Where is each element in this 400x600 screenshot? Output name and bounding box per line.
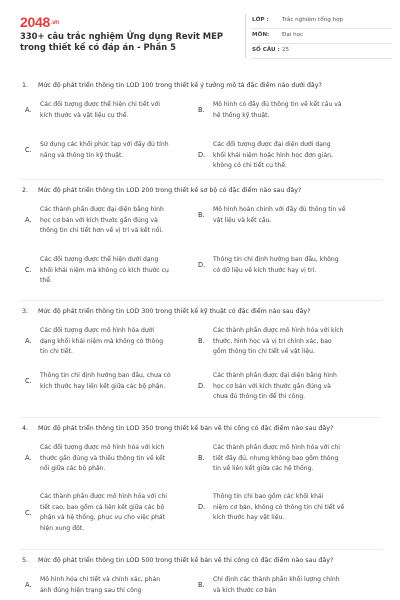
option-text [40,492,200,534]
option-text-line: năng và thông tin kỹ thuật. [40,151,124,159]
option-text-line: Thông tin chỉ định hướng ban đầu, không [213,256,339,263]
option-letter: C. [25,508,32,517]
logo-tld: .vn [50,20,59,27]
question-prompt: Mức độ phát triển thông tin LOD 100 trong thiết kế ý tưởng mô tả đặc điểm nào dưới đây? [38,82,322,89]
option-text [213,255,373,276]
option-text-line: có dữ liệu về kích thước hay vị trí. [213,266,317,274]
option-text [213,205,373,226]
option-text [40,140,200,161]
option-text [40,326,200,358]
question-divider [20,417,382,418]
option-text [213,100,373,121]
option-letter: D. [198,261,206,269]
header-divider [245,14,246,58]
option-letter: B. [198,106,205,114]
option-text-line: Các đối tượng được mô hình hóa dưới [40,327,155,334]
option-text-line: tiết đầy đủ, nhưng không bao gồm thông [213,454,339,462]
option-text-line: Các thành phần được đại diện bằng hình [40,206,164,213]
option-text [40,575,200,596]
option-text-line: kích thước hay vật liệu. [213,514,285,521]
question-prompt: Mức độ phát triển thông tin LOD 500 trong thiết kế bản vẽ thi công có đặc điểm nào sau đây? [38,557,334,564]
option-text-line: Các thành phần được mô hình hóa với chi [40,493,167,500]
option-text-line: niệm cơ bản, không có thông tin chi tiết về [213,503,345,511]
option-letter: B. [198,454,205,463]
question-divider [20,549,382,550]
option-letter: D. [198,503,206,512]
option-text [213,326,373,358]
question-number: 2. [22,187,29,194]
meta-value: Trắc nghiệm tổng hợp [282,17,344,23]
option-text-line: học cơ bản với kích thước gần đúng và [213,382,331,390]
option-letter: C. [25,266,32,275]
meta-value: Đại học [282,32,304,38]
document-title: 330+ câu trắc nghiệm Ứng dụng Revit MEP trong thiết kế có đáp án - Phần 5 [20,31,223,52]
option-text [213,371,373,403]
question-number: 1. [22,82,29,89]
question-text [22,187,382,194]
meta-value: 25 [282,47,290,53]
meta-row-count [252,44,392,59]
option-letter: A. [25,216,32,225]
option-text-line: dạng khối khái niệm mà không có thông [40,337,164,345]
option-letter: B. [198,581,205,589]
option-letter: C. [25,377,32,385]
option-text-line: hiện xung đột. [40,524,85,532]
option-text-line: nối giữa các bộ phận. [40,465,106,472]
option-text-line: Mô hình hóa chi tiết và chính xác, phản [40,576,161,583]
option-letter: A. [25,337,32,346]
option-text-line: Các thành phần được mô hình hóa với kích [213,327,344,334]
option-text-line: Chỉ định các thành phần khối lượng chính [213,576,340,583]
option-text-line: kích thước hay liên kết giữa các bộ phận. [40,382,166,390]
option-text [213,140,373,172]
meta-row-subject [252,29,392,44]
question-prompt: Mức độ phát triển thông tin LOD 200 trong thiết kế sơ bộ có đặc điểm nào sau đây? [38,187,302,194]
option-letter: D. [198,382,206,391]
option-text-line: tin chi tiết. [40,348,73,355]
question-prompt: Mức độ phát triển thông tin LOD 300 trong thiết kế kỹ thuật có đặc điểm nào sau đây? [38,308,311,315]
question-text [22,82,382,89]
option-text-line: khối khái niệm mà không có kích thước cụ [40,266,169,274]
meta-label: SỐ CÂU : [252,47,280,53]
option-text-line: gồm thông tin chi tiết về vật liệu. [213,348,315,355]
question-text [22,557,382,564]
option-letter: C. [25,146,32,154]
option-text-line: ánh đúng hiện trạng sau thi công [40,586,142,594]
option-text-line: và kích thước cơ bản [213,586,277,594]
option-text [40,100,200,121]
option-text-line: Các đối tượng được mô hình hóa với kích [40,444,165,451]
question-prompt: Mức độ phát triển thông tin LOD 350 trong thiết kế bản vẽ thi công có đặc điểm nào sau đây? [38,425,334,432]
option-text-line: thước gần đúng và thiếu thông tin về kết [40,454,166,462]
option-letter: B. [198,211,205,219]
option-text [40,371,200,392]
option-text-line: thể. [40,277,52,284]
option-text [213,575,373,596]
option-text-line: khối khái niệm hoặc hình học đơn giản, [213,151,333,159]
option-letter: A. [25,106,32,114]
question-number: 5. [22,557,29,564]
option-text [40,255,200,287]
option-letter: A. [25,454,32,463]
option-text-line: Các đối tượng được thể hiện dưới dạng [40,256,159,263]
question-text [22,308,382,315]
option-text [213,492,373,524]
logo-main: 2048 [20,14,50,30]
option-text-line: Các đối tượng được đại diện dưới dạng [213,141,331,148]
option-text-line: kích thước và vật liệu cụ thể. [40,111,129,119]
option-text-line: tin về liên kết giữa các hệ thống. [213,465,314,472]
question-divider [20,300,382,301]
meta-label: LỚP : [252,17,269,23]
option-text-line: Mô hình hoàn chỉnh với đầy đủ thông tin về [213,206,346,213]
option-text-line: Các thành phần được mô hình hóa với chi [213,444,340,451]
question-text [22,425,382,432]
option-text-line: phận và hệ thống, phục vụ cho việc phát [40,514,166,521]
option-text-line: Các đối tượng được thể hiện chi tiết với [40,101,160,108]
option-text-line: Sử dụng các khối phức tạp với đầy đủ tính [40,141,169,148]
option-text-line: Mô hình có đầy đủ thông tin về kết cấu và [213,101,342,108]
option-letter: D. [198,151,206,160]
option-text-line: Thông tin chỉ định hướng ban đầu, chưa có [40,372,171,379]
option-text-line: Thông tin chỉ bao gồm các khối khái [213,493,324,500]
option-text-line: thước, hình học và vị trí chính xác, bao [213,337,332,345]
option-text-line: thông tin chi tiết hơn về vị trí và kết nối. [40,227,164,234]
option-text-line: vật liệu và kết cấu. [213,216,272,224]
question-divider [20,179,382,180]
option-text-line: hệ thống kỹ thuật. [213,111,270,119]
option-text-line: không có chi tiết cụ thể. [213,162,287,169]
option-text-line: học cơ bản với kích thước gần đúng và [40,216,158,224]
option-letter: B. [198,337,205,346]
option-text-line: Các thành phần được đại diện bằng hình [213,372,337,379]
option-text [40,443,200,475]
option-letter: A. [25,581,32,589]
meta-label: MÔN: [252,32,270,38]
option-text-line: chưa đủ thông tin để thi công. [213,393,306,400]
option-text [213,443,373,475]
option-text-line: tiết cao, bao gồm cả liên kết giữa các bộ [40,503,165,511]
site-logo[interactable] [20,14,59,30]
option-text [40,205,200,237]
meta-row-class [252,14,392,29]
question-number: 3. [22,308,29,315]
question-number: 4. [22,425,29,432]
